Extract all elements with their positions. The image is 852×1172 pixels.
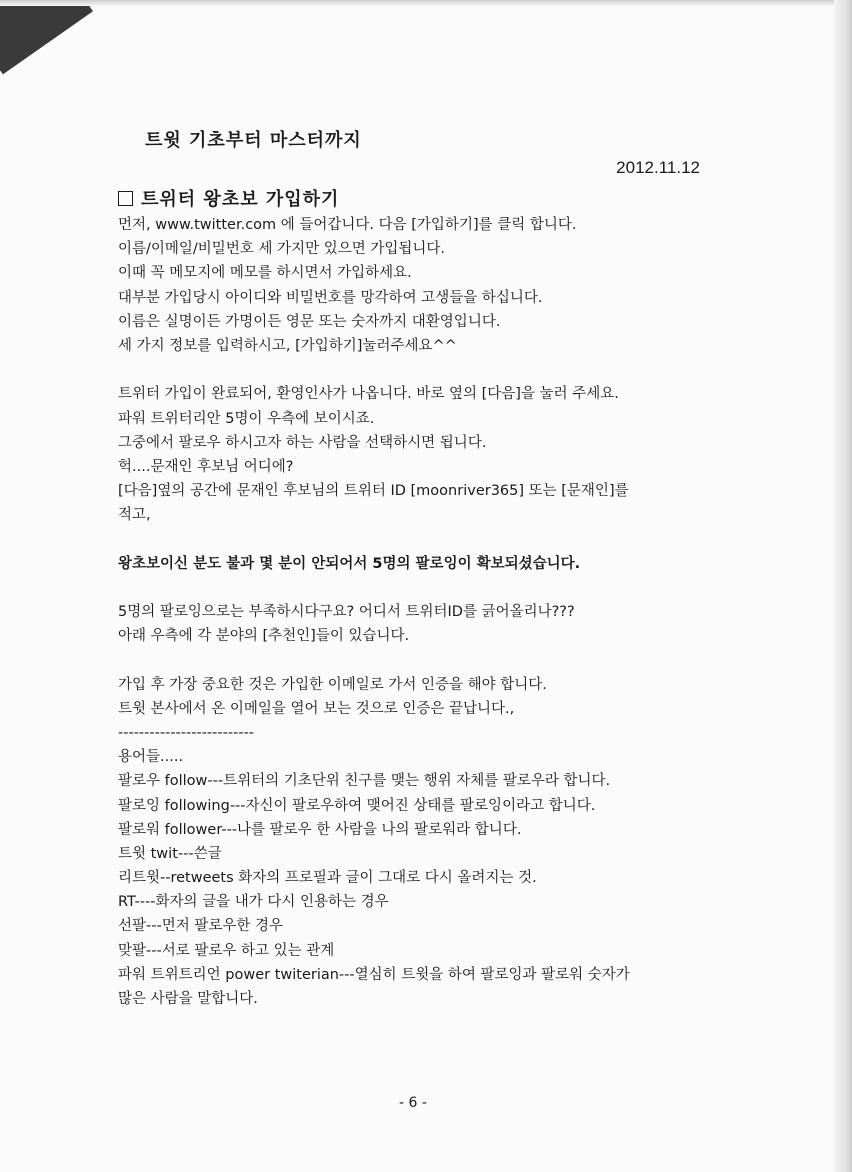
- text-line: 팔로워 follower---나를 팔로우 한 사람을 나의 팔로워라 합니다.: [118, 821, 522, 838]
- text-line: 팔로잉 following---자신이 팔로우하여 맺어진 상태를 팔로잉이라고 합니다.: [118, 797, 596, 814]
- text-line: 파워 트위터리안 5명이 우측에 보이시죠.: [118, 410, 375, 427]
- text-line: 먼저, www.twitter.com 에 들어갑니다. 다음 [가입하기]를 클릭 합니다.: [118, 217, 577, 233]
- scan-right-edge: [834, 0, 852, 1172]
- text-line: RT----화자의 글을 내가 다시 인용하는 경우: [118, 894, 389, 911]
- text-line: 가입 후 가장 중요한 것은 가입한 이메일로 가서 인증을 해야 합니다.: [118, 676, 547, 693]
- text-line: 많은 사람을 말합니다.: [118, 991, 258, 1007]
- text-line: 트윗 본사에서 온 이메일을 열어 보는 것으로 인증은 끝납니다.,: [118, 700, 515, 717]
- scan-top-edge: [0, 0, 852, 6]
- text-line: 이때 꼭 메모지에 메모를 하시면서 가입하세요.: [118, 265, 412, 282]
- text-line: 아래 우측에 각 분야의 [추천인]들이 있습니다.: [118, 628, 410, 645]
- blank-line: [118, 527, 728, 551]
- text-line: --------------------------: [118, 724, 255, 741]
- text-line: 리트윗--retweets 화자의 프로필과 글이 그대로 다시 올려지는 것.: [118, 870, 537, 887]
- text-line: 맞팔---서로 팔로우 하고 있는 관계: [118, 942, 335, 959]
- text-line: 세 가지 정보를 입력하시고, [가입하기]눌러주세요^^: [118, 337, 457, 354]
- text-line: 왕초보이신 분도 불과 몇 분이 안되어서 5명의 팔로잉이 확보되셨습니다.: [118, 555, 581, 572]
- text-line: 용어들.....: [118, 749, 184, 766]
- text-line: 트위터 가입이 완료되어, 환영인사가 나옵니다. 바로 옆의 [다음]을 눌러 주세요.: [118, 386, 619, 403]
- text-line: [다음]옆의 공간에 문재인 후보님의 트위터 ID [moonriver365] 또는 [문재인]를: [118, 483, 629, 500]
- text-line: 파워 트위트리언 power twiterian---열심히 트윗을 하여 팔로잉과 팔로워 숫자가: [118, 966, 630, 983]
- text-line: 이름/이메일/비밀번호 세 가지만 있으면 가입됩니다.: [118, 241, 445, 258]
- body-text: [118, 213, 728, 1011]
- document-title: 트윗 기초부터 마스터까지: [145, 130, 362, 151]
- page-number: - 6 -: [399, 1095, 427, 1111]
- text-line: 헉....문재인 후보님 어디에?: [118, 458, 294, 475]
- document-date: 2012.11.12: [616, 158, 700, 177]
- text-line: 팔로우 follow---트위터의 기초단위 친구를 맺는 행위 자체를 팔로우라 합니다.: [118, 773, 611, 790]
- text-line: 선팔---먼저 팔로우한 경우: [118, 918, 283, 935]
- blank-line: [118, 358, 728, 382]
- text-line: 이름은 실명이든 가명이든 영문 또는 숫자까지 대환영입니다.: [118, 313, 501, 330]
- text-line: 5명의 팔로잉으로는 부족하시다구요? 어디서 트위터ID를 긁어올리나???: [118, 604, 575, 620]
- checkbox-square-icon: [118, 191, 133, 206]
- text-line: 트윗 twit---쓴글: [118, 845, 222, 862]
- section-heading-text: 트위터 왕초보 가입하기: [141, 189, 340, 210]
- blank-line: [118, 648, 728, 672]
- text-line: 대부분 가입당시 아이디와 비밀번호를 망각하여 고생들을 하십니다.: [118, 289, 543, 306]
- scan-corner-shadow: [0, 0, 93, 74]
- text-line: 적고,: [118, 507, 151, 524]
- blank-line: [118, 576, 728, 600]
- text-line: 그중에서 팔로우 하시고자 하는 사람을 선택하시면 됩니다.: [118, 434, 487, 451]
- section-heading: [118, 185, 339, 211]
